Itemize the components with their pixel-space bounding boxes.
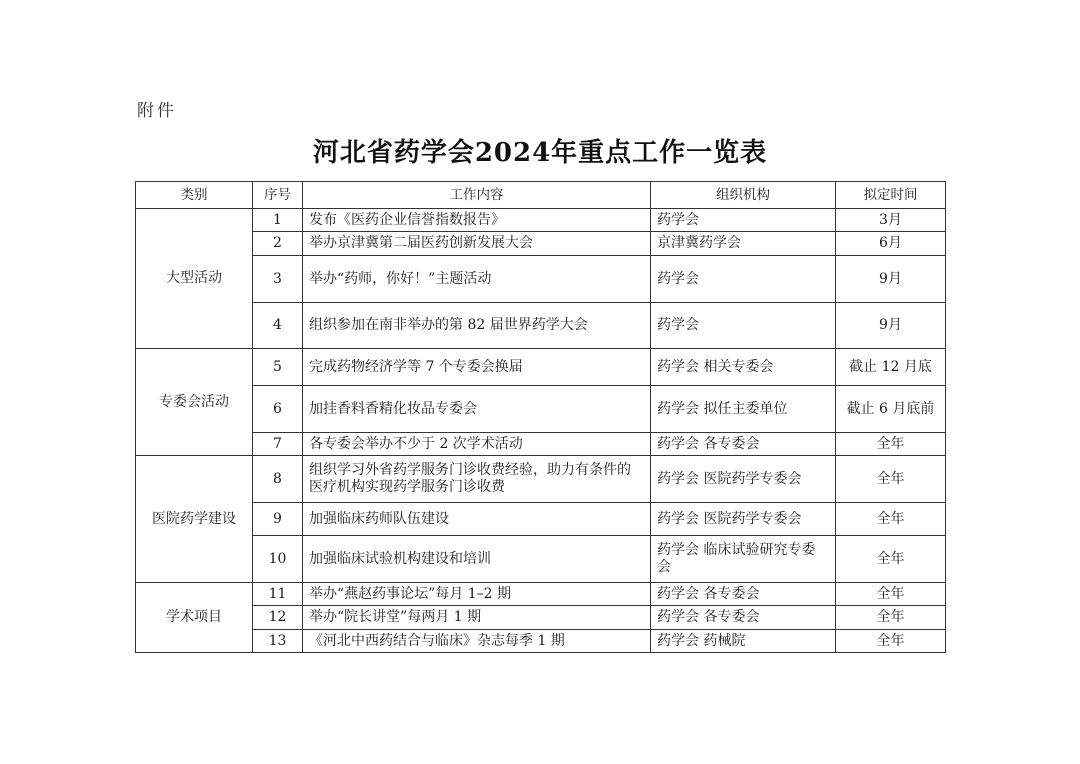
table-row bbox=[136, 583, 946, 606]
org-cell: 药学会 bbox=[651, 256, 836, 303]
table-row bbox=[136, 209, 946, 232]
header-category: 类别 bbox=[136, 182, 253, 209]
table-row bbox=[136, 349, 946, 386]
table-row bbox=[136, 433, 946, 456]
content-cell: 举办“药师，你好！”主题活动 bbox=[303, 256, 651, 303]
seq-cell: 13 bbox=[253, 630, 303, 653]
org-cell: 药学会 bbox=[651, 303, 836, 349]
table-row bbox=[136, 503, 946, 536]
org-cell: 药学会 各专委会 bbox=[651, 433, 836, 456]
time-cell: 截止 6 月底前 bbox=[836, 386, 946, 433]
content-cell: 举办京津冀第二届医药创新发展大会 bbox=[303, 232, 651, 256]
content-cell: 《河北中西药结合与临床》杂志每季 1 期 bbox=[303, 630, 651, 653]
org-cell: 药学会 各专委会 bbox=[651, 583, 836, 606]
time-cell: 全年 bbox=[836, 433, 946, 456]
seq-cell: 4 bbox=[253, 303, 303, 349]
time-cell: 截止 12 月底 bbox=[836, 349, 946, 386]
seq-cell: 2 bbox=[253, 232, 303, 256]
time-cell: 6月 bbox=[836, 232, 946, 256]
seq-cell: 6 bbox=[253, 386, 303, 433]
category-cell: 医院药学建设 bbox=[136, 456, 253, 583]
org-cell: 京津冀药学会 bbox=[651, 232, 836, 256]
header-time: 拟定时间 bbox=[836, 182, 946, 209]
header-content: 工作内容 bbox=[303, 182, 651, 209]
content-cell: 各专委会举办不少于 2 次学术活动 bbox=[303, 433, 651, 456]
key-work-table bbox=[135, 181, 946, 653]
time-cell: 全年 bbox=[836, 583, 946, 606]
org-cell: 药学会 药械院 bbox=[651, 630, 836, 653]
seq-cell: 7 bbox=[253, 433, 303, 456]
seq-cell: 9 bbox=[253, 503, 303, 536]
table-header-row bbox=[136, 182, 946, 209]
time-cell: 全年 bbox=[836, 630, 946, 653]
time-cell: 全年 bbox=[836, 503, 946, 536]
table-row bbox=[136, 232, 946, 256]
category-cell: 专委会活动 bbox=[136, 349, 253, 456]
content-cell: 加挂香料香精化妆品专委会 bbox=[303, 386, 651, 433]
content-cell: 完成药物经济学等 7 个专委会换届 bbox=[303, 349, 651, 386]
content-cell: 组织学习外省药学服务门诊收费经验，助力有条件的医疗机构实现药学服务门诊收费 bbox=[303, 456, 651, 503]
time-cell: 全年 bbox=[836, 456, 946, 503]
time-cell: 3月 bbox=[836, 209, 946, 232]
org-cell: 药学会 医院药学专委会 bbox=[651, 456, 836, 503]
time-cell: 全年 bbox=[836, 536, 946, 583]
org-cell: 药学会 bbox=[651, 209, 836, 232]
org-cell: 药学会 医院药学专委会 bbox=[651, 503, 836, 536]
seq-cell: 11 bbox=[253, 583, 303, 606]
table-row bbox=[136, 456, 946, 503]
seq-cell: 8 bbox=[253, 456, 303, 503]
header-org: 组织机构 bbox=[651, 182, 836, 209]
table-row bbox=[136, 630, 946, 653]
time-cell: 全年 bbox=[836, 606, 946, 630]
content-cell: 发布《医药企业信誉指数报告》 bbox=[303, 209, 651, 232]
content-cell: 加强临床药师队伍建设 bbox=[303, 503, 651, 536]
time-cell: 9月 bbox=[836, 303, 946, 349]
content-cell: 加强临床试验机构建设和培训 bbox=[303, 536, 651, 583]
table-row bbox=[136, 536, 946, 583]
document-title: 河北省药学会2024年重点工作一览表 bbox=[312, 138, 768, 168]
seq-cell: 10 bbox=[253, 536, 303, 583]
seq-cell: 3 bbox=[253, 256, 303, 303]
table-row bbox=[136, 386, 946, 433]
seq-cell: 12 bbox=[253, 606, 303, 630]
content-cell: 举办“燕赵药事论坛”每月 1–2 期 bbox=[303, 583, 651, 606]
org-cell: 药学会 各专委会 bbox=[651, 606, 836, 630]
header-seq: 序号 bbox=[253, 182, 303, 209]
content-cell: 组织参加在南非举办的第 82 届世界药学大会 bbox=[303, 303, 651, 349]
table-row bbox=[136, 256, 946, 303]
seq-cell: 1 bbox=[253, 209, 303, 232]
org-cell: 药学会 拟任主委单位 bbox=[651, 386, 836, 433]
category-cell: 大型活动 bbox=[136, 209, 253, 349]
content-cell: 举办“院长讲堂”每两月 1 期 bbox=[303, 606, 651, 630]
time-cell: 9月 bbox=[836, 256, 946, 303]
org-cell: 药学会 临床试验研究专委会 bbox=[651, 536, 836, 583]
table-row bbox=[136, 606, 946, 630]
table-row bbox=[136, 303, 946, 349]
org-cell: 药学会 相关专委会 bbox=[651, 349, 836, 386]
seq-cell: 5 bbox=[253, 349, 303, 386]
attachment-label: 附件 bbox=[137, 101, 177, 121]
category-cell: 学术项目 bbox=[136, 583, 253, 653]
